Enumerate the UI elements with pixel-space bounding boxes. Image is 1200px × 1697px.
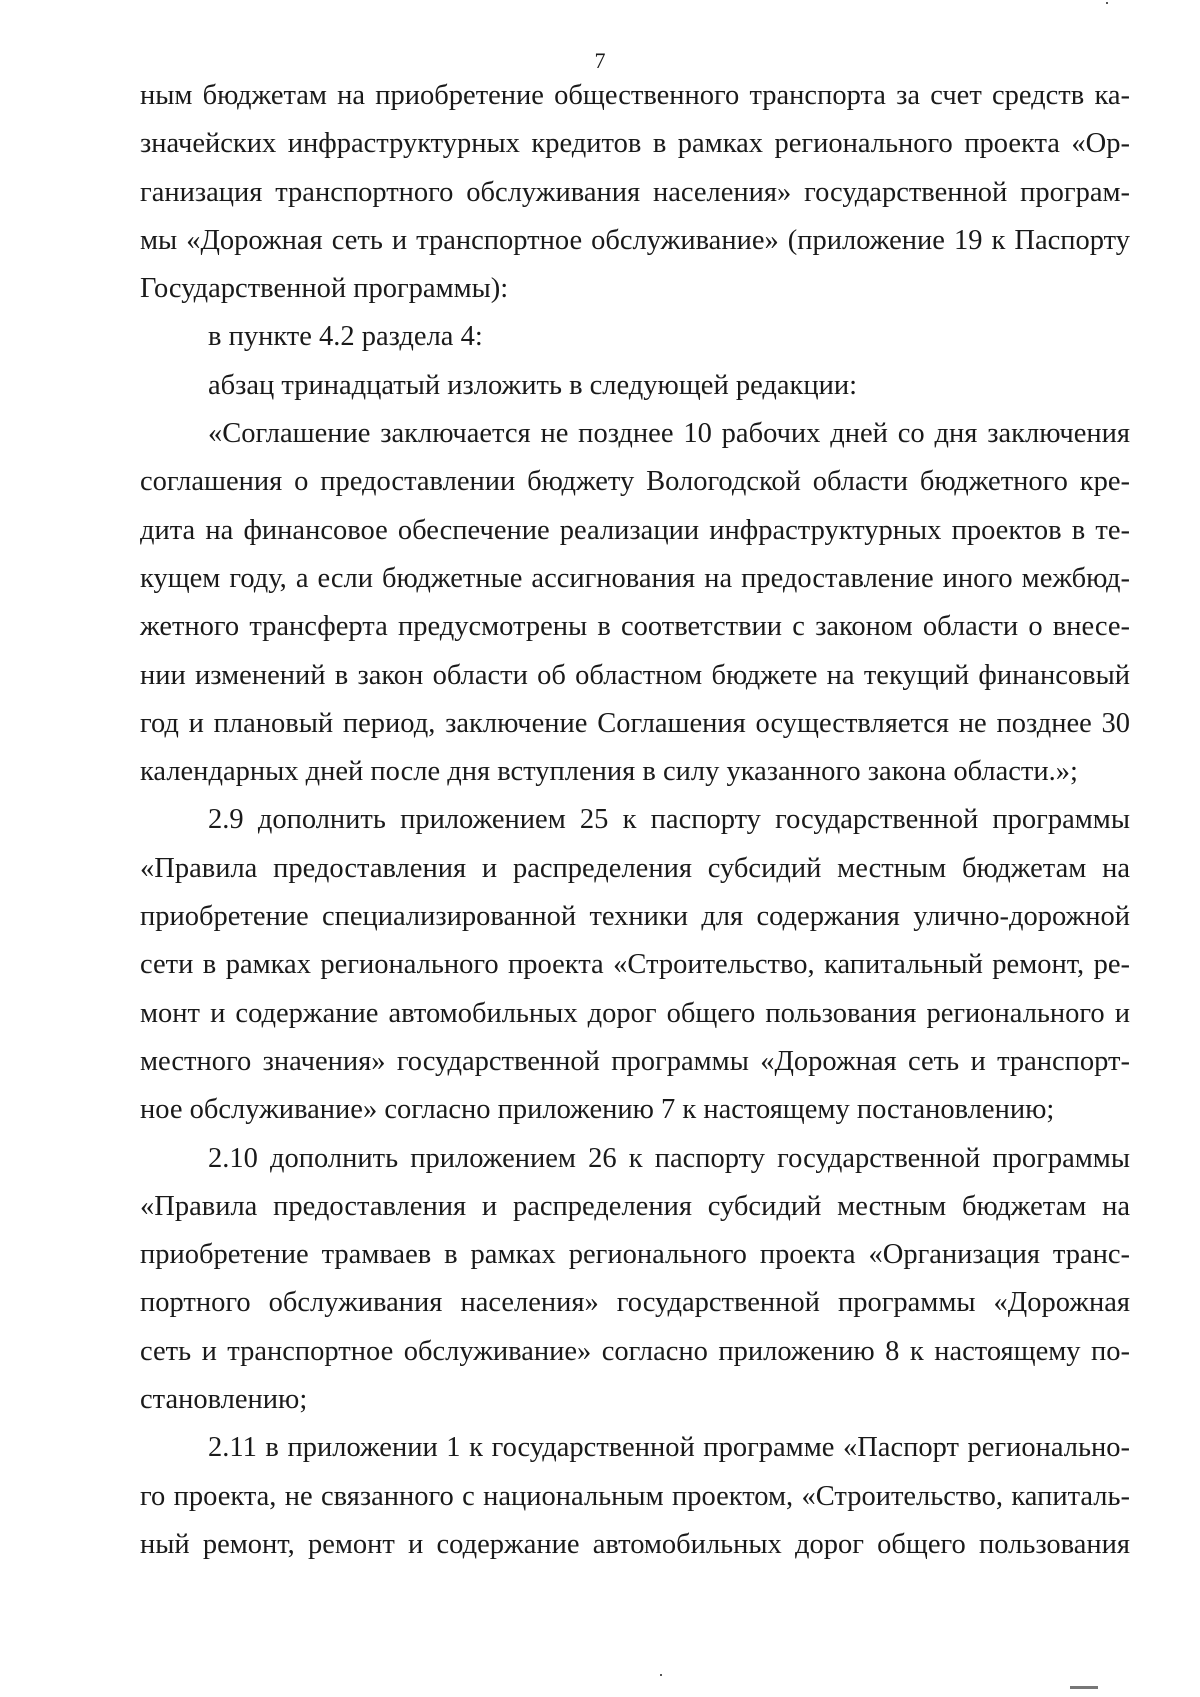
text-line: [140, 72, 1130, 120]
text-line-content: го проекта, не связанного с национальным проектом, «Строительство, капиталь-: [140, 1480, 1130, 1512]
text-line-content: ное обслуживание» согласно приложению 7 к настоящему постановлению;: [140, 1094, 1055, 1126]
text-line-content: нии изменений в закон области об областном бюджете на текущий финансовый: [140, 659, 1130, 691]
text-line: [140, 796, 1130, 844]
text-line-content: 2.9 дополнить приложением 25 к паспорту государственной программы: [208, 804, 1130, 836]
text-line: [140, 1521, 1130, 1569]
text-line: [140, 1424, 1130, 1472]
text-line-content: календарных дней после дня вступления в силу указанного закона области.»;: [140, 756, 1078, 788]
text-line-content: соглашения о предоставлении бюджету Вологодской области бюджетного кре-: [140, 466, 1130, 498]
text-line: [140, 1279, 1130, 1327]
text-line-content: год и плановый период, заключение Соглашения осуществляется не позднее 30: [140, 707, 1130, 739]
text-line: [140, 217, 1130, 265]
text-line: [140, 1038, 1130, 1086]
text-line-content: ным бюджетам на приобретение общественного транспорта за счет средств ка-: [140, 80, 1130, 111]
text-line-content: абзац тринадцатый изложить в следующей редакции:: [208, 369, 858, 401]
scan-artifact: [1106, 2, 1108, 4]
text-line: [140, 410, 1130, 458]
text-line-content: дита на финансовое обеспечение реализации инфраструктурных проектов в те-: [140, 514, 1130, 546]
text-line: [140, 700, 1130, 748]
text-line: [140, 1231, 1130, 1279]
text-line-content: 2.11 в приложении 1 к государственной программе «Паспорт регионально-: [208, 1432, 1130, 1464]
text-line: [140, 1376, 1130, 1424]
text-line-content: местного значения» государственной программы «Дорожная сеть и транспорт-: [140, 1045, 1130, 1077]
text-line: [140, 1135, 1130, 1183]
scan-artifact: [660, 1674, 662, 1676]
text-line: [140, 603, 1130, 651]
text-line: [140, 748, 1130, 796]
text-line: [140, 507, 1130, 555]
text-line-content: сети в рамках регионального проекта «Строительство, капитальный ремонт, ре-: [140, 949, 1130, 981]
text-line-content: жетного трансферта предусмотрены в соответствии с законом области о внесе-: [140, 611, 1130, 643]
text-line: [140, 990, 1130, 1038]
text-line-content: приобретение трамваев в рамках регионального проекта «Организация транс-: [140, 1239, 1130, 1271]
text-line: [140, 1183, 1130, 1231]
text-line: [140, 652, 1130, 700]
text-line: [140, 265, 1130, 313]
text-line-content: в пункте 4.2 раздела 4:: [208, 321, 483, 353]
text-line-content: мы «Дорожная сеть и транспортное обслуживание» (приложение 19 к Паспорту: [140, 224, 1130, 256]
text-line-content: портного обслуживания населения» государственной программы «Дорожная: [140, 1287, 1130, 1319]
text-line: [140, 458, 1130, 506]
text-line: [140, 845, 1130, 893]
text-line: [140, 362, 1130, 410]
scan-artifact: [1070, 1686, 1098, 1689]
document-body: [140, 72, 1130, 1569]
text-line-content: кущем году, а если бюджетные ассигнования на предоставление иного межбюд-: [140, 562, 1130, 594]
text-line-content: «Правила предоставления и распределения субсидий местным бюджетам на: [140, 852, 1130, 884]
text-line-content: сеть и транспортное обслуживание» согласно приложению 8 к настоящему по-: [140, 1335, 1130, 1367]
text-line: [140, 893, 1130, 941]
text-line: [140, 555, 1130, 603]
text-line: [140, 1328, 1130, 1376]
text-line-content: «Соглашение заключается не позднее 10 рабочих дней со дня заключения: [208, 418, 1130, 450]
text-line-content: 2.10 дополнить приложением 26 к паспорту государственной программы: [208, 1142, 1130, 1174]
text-line: [140, 313, 1130, 361]
text-line-content: монт и содержание автомобильных дорог общего пользования регионального и: [140, 997, 1130, 1029]
text-line: [140, 120, 1130, 168]
text-line: [140, 169, 1130, 217]
text-line-content: приобретение специализированной техники для содержания улично-дорожной: [140, 901, 1130, 933]
text-line: [140, 941, 1130, 989]
text-line-content: значейских инфраструктурных кредитов в рамках регионального проекта «Ор-: [140, 128, 1130, 160]
text-line: [140, 1473, 1130, 1521]
text-line-content: ный ремонт, ремонт и содержание автомобильных дорог общего пользования: [140, 1528, 1130, 1560]
text-line-content: ганизация транспортного обслуживания населения» государственной програм-: [140, 176, 1130, 208]
text-line-content: «Правила предоставления и распределения субсидий местным бюджетам на: [140, 1190, 1130, 1222]
text-line: [140, 1086, 1130, 1134]
text-line-content: Государственной программы):: [140, 273, 509, 305]
text-line-content: становлению;: [140, 1384, 308, 1416]
page-number: 7: [594, 48, 606, 73]
